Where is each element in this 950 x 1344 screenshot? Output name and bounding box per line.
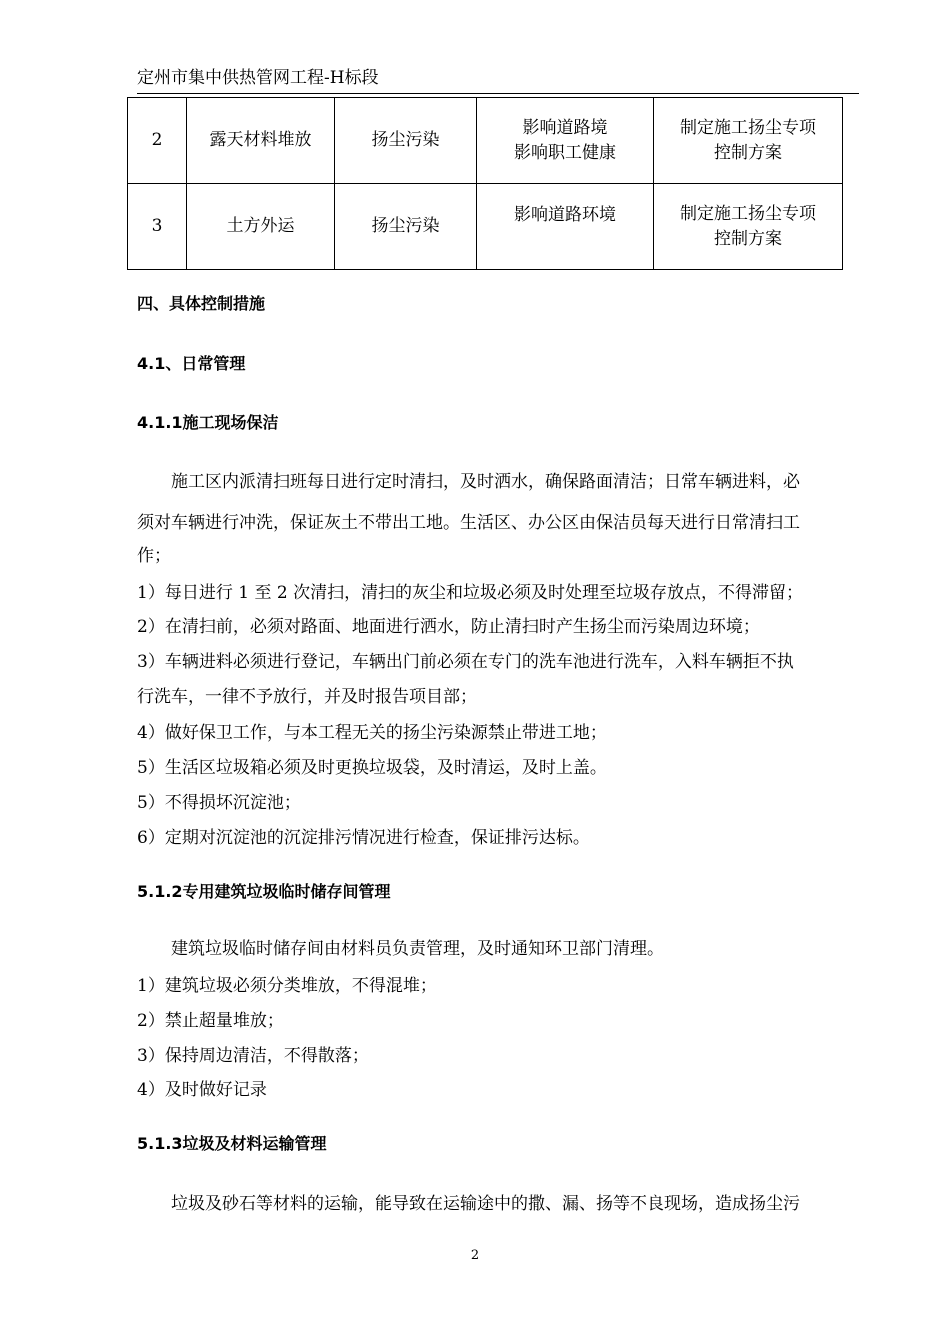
- cell-measure: [654, 98, 843, 184]
- list-item: 行洗车，一律不予放行，并及时报告项目部；: [137, 687, 477, 707]
- table-row: [128, 184, 843, 270]
- cell-activity: 露天材料堆放: [187, 98, 335, 184]
- list-item: 2）在清扫前，必须对路面、地面进行洒水，防止清扫时产生扬尘而污染周边环境；: [137, 617, 760, 637]
- cell-pollution: 扬尘污染: [335, 98, 477, 184]
- paragraph-line: 建筑垃圾临时储存间由材料员负责管理，及时通知环卫部门清理。: [171, 939, 664, 959]
- list-item: 1）每日进行 1 至 2 次清扫，清扫的灰尘和垃圾必须及时处理至垃圾存放点，不得滞留；: [137, 583, 804, 603]
- measure-line: 制定施工扬尘专项: [680, 203, 816, 224]
- list-item: 4）做好保卫工作，与本工程无关的扬尘污染源禁止带进工地；: [137, 723, 607, 743]
- cell-activity: 土方外运: [187, 184, 335, 270]
- list-item: 3）保持周边清洁，不得散落；: [137, 1046, 369, 1066]
- cell-impact: [477, 184, 654, 270]
- paragraph-line: 作；: [137, 546, 171, 566]
- risk-table: [127, 97, 843, 270]
- page-header: 定州市集中供热管网工程-H标段: [137, 68, 379, 88]
- list-item: 1）建筑垃圾必须分类堆放，不得混堆；: [137, 976, 437, 996]
- cell-measure: [654, 184, 843, 270]
- header-rule: [137, 93, 859, 94]
- section-heading: 四、具体控制措施: [137, 294, 266, 313]
- paragraph-line: 垃圾及砂石等材料的运输，能导致在运输途中的撒、漏、扬等不良现场，造成扬尘污: [171, 1194, 800, 1214]
- table-row: [128, 98, 843, 184]
- cell-pollution: 扬尘污染: [335, 184, 477, 270]
- section-heading: 4.1.1施工现场保洁: [137, 413, 279, 432]
- page-number: 2: [470, 1248, 480, 1263]
- measure-line: 制定施工扬尘专项: [680, 117, 816, 138]
- paragraph-line: 施工区内派清扫班每日进行定时清扫，及时洒水，确保路面清洁；日常车辆进料，必: [171, 472, 800, 492]
- section-heading: 4.1、日常管理: [137, 354, 246, 373]
- impact-line: 影响职工健康: [514, 142, 616, 163]
- section-heading: 5.1.3垃圾及材料运输管理: [137, 1134, 327, 1153]
- measure-line: 控制方案: [714, 228, 782, 249]
- impact-line: 影响道路环境: [514, 205, 616, 225]
- impact-line: 影响道路境: [522, 117, 608, 138]
- list-item: 5）生活区垃圾箱必须及时更换垃圾袋，及时清运，及时上盖。: [137, 758, 607, 778]
- measure-line: 控制方案: [714, 142, 782, 163]
- list-item: 6）定期对沉淀池的沉淀排污情况进行检查，保证排污达标。: [137, 828, 590, 848]
- cell-no: 2: [128, 98, 187, 184]
- list-item: 5）不得损坏沉淀池；: [137, 793, 301, 813]
- section-heading: 5.1.2专用建筑垃圾临时储存间管理: [137, 882, 391, 901]
- cell-no: 3: [128, 184, 187, 270]
- list-item: 3）车辆进料必须进行登记，车辆出门前必须在专门的洗车池进行洗车，入料车辆拒不执: [137, 652, 794, 672]
- cell-impact: [477, 98, 654, 184]
- list-item: 4）及时做好记录: [137, 1080, 267, 1100]
- paragraph-line: 须对车辆进行冲洗，保证灰土不带出工地。生活区、办公区由保洁员每天进行日常清扫工: [137, 513, 800, 533]
- list-item: 2）禁止超量堆放；: [137, 1011, 284, 1031]
